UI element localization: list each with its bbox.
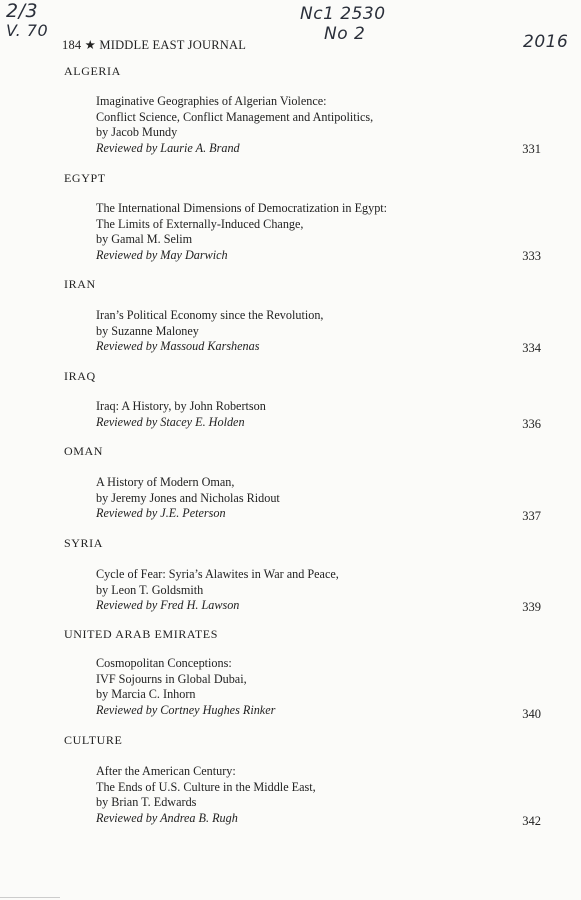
page-number-iraq: 336 [522,417,541,431]
entry-title-line: A History of Modern Oman, [96,475,235,489]
entry-reviewer: Reviewed by Stacey E. Holden [96,414,245,429]
page-number-egypt: 333 [522,249,541,263]
page-number-culture: 342 [522,814,541,828]
handwritten-note-accession [300,4,386,44]
handwritten-note-vol: V. 70 [6,21,49,40]
page-number-oman: 337 [522,509,541,523]
entry-reviewer: Reviewed by Andrea B. Rugh [96,810,238,825]
entry-title-line: Imaginative Geographies of Algerian Violence: [96,94,327,108]
entry-title-line: The Ends of U.S. Culture in the Middle East, [96,779,316,794]
entry-title-line: Iraq: A History, by John Robertson [96,399,266,413]
entry-title-line: IVF Sojourns in Global Dubai, [96,671,247,686]
page-number-syria: 339 [522,600,541,614]
entry-author-line: by Jacob Mundy [96,125,178,139]
entry-author-line: by Jeremy Jones and Nicholas Ridout [96,490,280,505]
entry-reviewer: Reviewed by May Darwich [96,247,228,262]
entry-author-line: by Marcia C. Inhorn [96,687,196,701]
entry-reviewer: Reviewed by J.E. Peterson [96,506,226,520]
page-number-uae: 340 [522,707,541,721]
entry-uae [96,656,516,718]
handwritten-note-number: No 2 [324,24,366,44]
handwritten-note-callnumber: Nc1 2530 [300,4,386,24]
entry-author-line: by Suzanne Maloney [96,323,199,338]
handwritten-note-year: 2016 [523,32,569,52]
entry-iraq [96,399,516,430]
section-heading-iran: IRAN [64,277,96,291]
running-head: 184 ★ MIDDLE EAST JOURNAL [62,38,247,52]
handwritten-note-issue: 2/3 [6,0,39,22]
handwritten-note-volume [6,2,48,40]
entry-title-line: Cycle of Fear: Syria’s Alawites in War and Peace, [96,567,339,581]
entry-title-line: Cosmopolitan Conceptions: [96,656,232,670]
section-heading-egypt: EGYPT [64,171,106,185]
page-number-iran: 334 [522,341,541,355]
section-heading-culture: CULTURE [64,733,123,747]
entry-title-line: The Limits of Externally-Induced Change, [96,216,304,231]
entry-title-line: After the American Century: [96,764,236,778]
entry-author-line: by Leon T. Goldsmith [96,582,204,597]
section-heading-syria: SYRIA [64,536,104,550]
entry-iran [96,308,516,355]
section-heading-oman: OMAN [64,444,104,458]
entry-author-line: by Gamal M. Selim [96,232,193,246]
entry-syria [96,567,516,614]
entry-egypt [96,201,516,263]
entry-title-line: The International Dimensions of Democratization in Egypt: [96,201,388,215]
entry-reviewer: Reviewed by Massoud Karshenas [96,339,260,353]
entry-reviewer: Reviewed by Cortney Hughes Rinker [96,702,276,717]
section-heading-algeria: ALGERIA [64,64,121,78]
page-number-algeria: 331 [522,142,541,156]
scan-edge-divider [0,897,60,898]
entry-title-line: Iran’s Political Economy since the Revolution, [96,308,324,322]
entry-culture [96,764,516,826]
entry-reviewer: Reviewed by Laurie A. Brand [96,140,240,155]
entry-algeria [96,94,516,156]
entry-title-line: Conflict Science, Conflict Management and Antipolitics, [96,109,374,124]
entry-author-line: by Brian T. Edwards [96,795,197,809]
section-heading-uae: UNITED ARAB EMIRATES [64,627,219,641]
section-heading-iraq: IRAQ [64,369,96,383]
entry-reviewer: Reviewed by Fred H. Lawson [96,598,240,612]
entry-oman [96,475,516,522]
